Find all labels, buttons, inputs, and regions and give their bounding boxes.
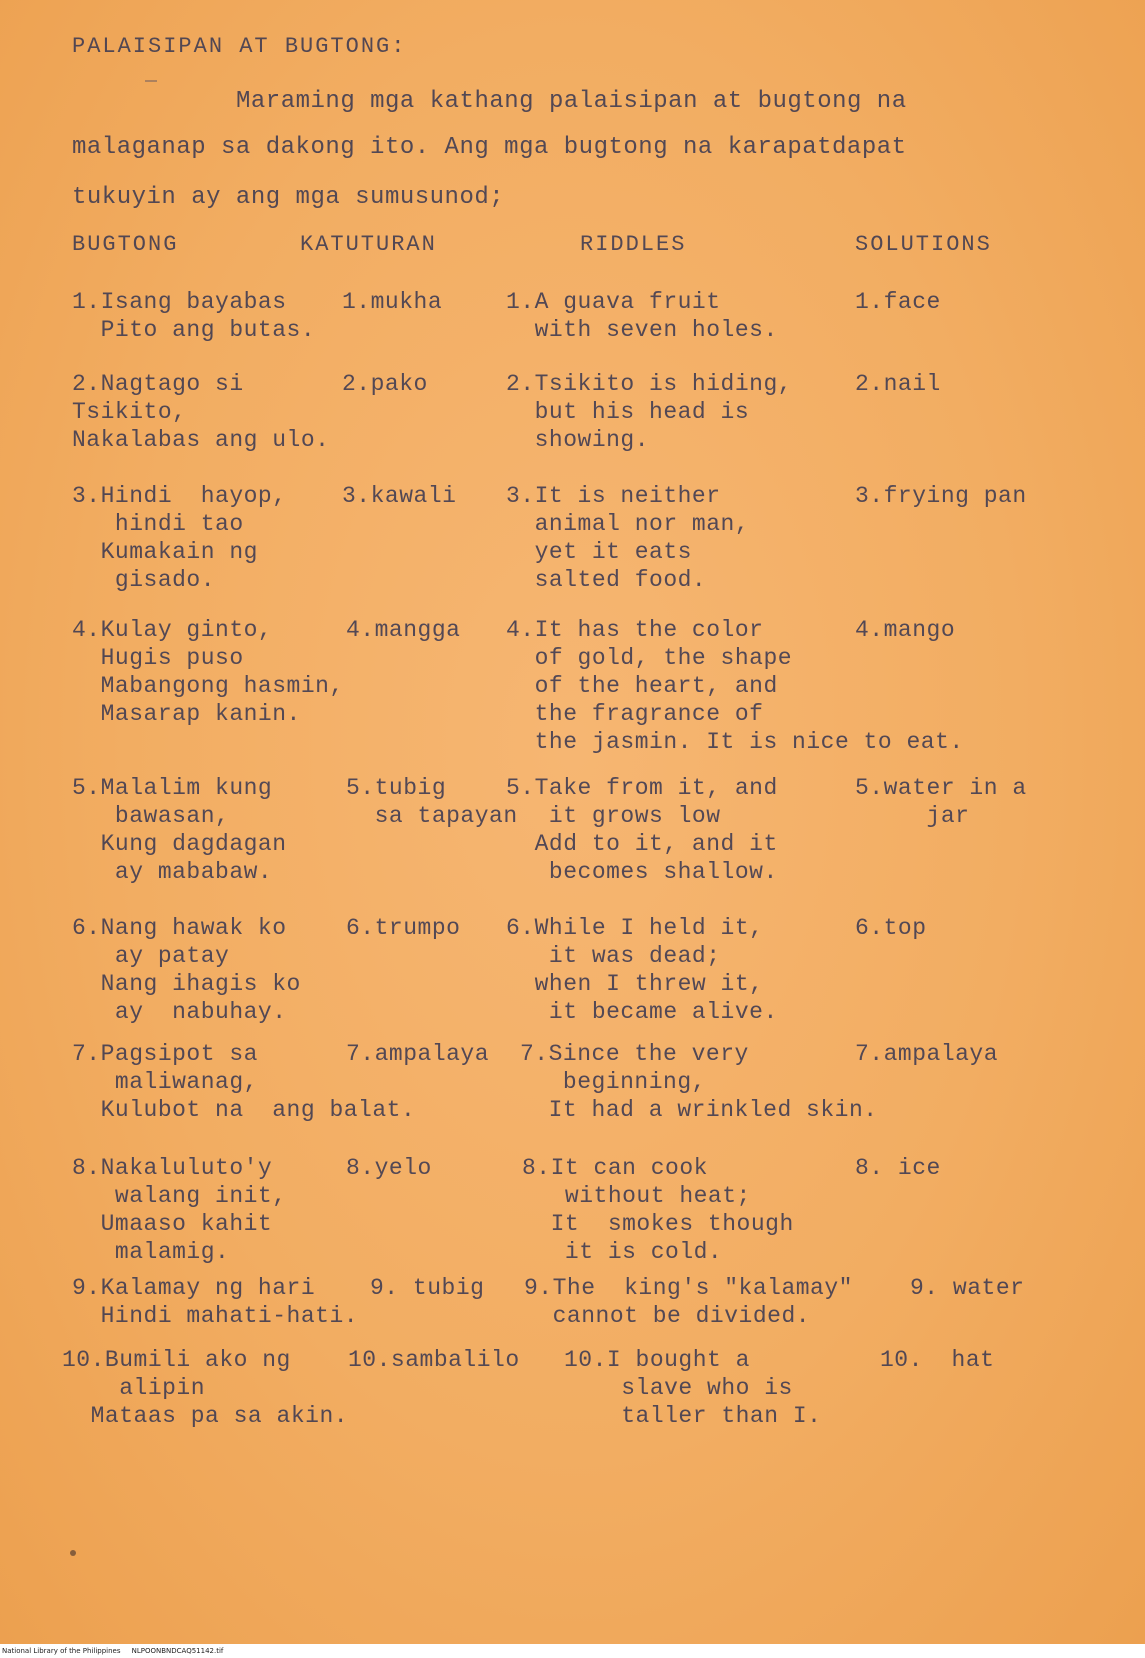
- solution-9: 9. water: [910, 1275, 1025, 1301]
- katuturan-5: 5.tubig sa tapayan: [346, 775, 518, 829]
- ink-speck: [70, 1550, 76, 1556]
- riddle-7: 7.Since the very beginning, It had a wrinkled skin.: [520, 1041, 878, 1123]
- header-riddles: RIDDLES: [580, 232, 687, 257]
- katuturan-2: 2.pako: [342, 371, 428, 397]
- solution-3: 3.frying pan: [855, 483, 1027, 509]
- katuturan-6: 6.trumpo: [346, 915, 461, 941]
- riddle-4: 4.It has the color of gold, the shape of the heart, and the fragrance of the jasmin. It is nice to eat.: [506, 617, 964, 755]
- bugtong-6: 6.Nang hawak ko ay patay Nang ihagis ko ay nabuhay.: [72, 915, 301, 1025]
- bugtong-4: 4.Kulay ginto, Hugis puso Mabangong hasmin, Masarap kanin.: [72, 617, 344, 727]
- intro-line-3: tukuyin ay ang mga sumusunod;: [72, 184, 505, 211]
- solution-5: 5.water in a jar: [855, 775, 1027, 829]
- header-bugtong: BUGTONG: [72, 232, 179, 257]
- solution-8: 8. ice: [855, 1155, 941, 1181]
- bugtong-2: 2.Nagtago si Tsikito, Nakalabas ang ulo.: [72, 371, 330, 453]
- riddle-10: 10.I bought a slave who is taller than I.: [564, 1347, 822, 1429]
- solution-7: 7.ampalaya: [855, 1041, 999, 1067]
- riddle-2: 2.Tsikito is hiding, but his head is showing.: [506, 371, 793, 453]
- katuturan-4: 4.mangga: [346, 617, 461, 643]
- katuturan-3: 3.kawali: [342, 483, 457, 509]
- solution-4: 4.mango: [855, 617, 956, 643]
- bugtong-5: 5.Malalim kung bawasan, Kung dagdagan ay mababaw.: [72, 775, 287, 885]
- katuturan-8: 8.yelo: [346, 1155, 432, 1181]
- riddle-3: 3.It is neither animal nor man, yet it eats salted food.: [506, 483, 750, 593]
- archive-footer: National Library of the Philippines NLPOONBNDCAQ51142.tif: [0, 1644, 1145, 1658]
- solution-1: 1.face: [855, 289, 941, 315]
- bugtong-1: 1.Isang bayabas Pito ang butas.: [72, 289, 316, 343]
- bugtong-3: 3.Hindi hayop, hindi tao Kumakain ng gisado.: [72, 483, 287, 593]
- intro-line-2: malaganap sa dakong ito. Ang mga bugtong na karapatdapat: [72, 134, 907, 161]
- riddle-9: 9.The king's "kalamay" cannot be divided.: [524, 1275, 853, 1329]
- solution-10: 10. hat: [880, 1347, 995, 1373]
- riddle-5: 5.Take from it, and it grows low Add to it, and it becomes shallow.: [506, 775, 778, 885]
- bugtong-8: 8.Nakaluluto'y walang init, Umaaso kahit malamig.: [72, 1155, 287, 1265]
- riddle-8: 8.It can cook without heat; It smokes though it is cold.: [522, 1155, 794, 1265]
- document-title: PALAISIPAN AT BUGTONG:: [72, 34, 407, 59]
- katuturan-9: 9. tubig: [370, 1275, 485, 1301]
- bugtong-9: 9.Kalamay ng hari Hindi mahati-hati.: [72, 1275, 359, 1329]
- header-katuturan: KATUTURAN: [300, 232, 437, 257]
- bugtong-10: 10.Bumili ako ng alipin Mataas pa sa akin.: [62, 1347, 349, 1429]
- katuturan-10: 10.sambalilo: [348, 1347, 520, 1373]
- solution-2: 2.nail: [855, 371, 941, 397]
- katuturan-7: 7.ampalaya: [346, 1041, 490, 1067]
- solution-6: 6.top: [855, 915, 927, 941]
- katuturan-1: 1.mukha: [342, 289, 443, 315]
- ink-mark: [145, 80, 157, 82]
- riddle-1: 1.A guava fruit with seven holes.: [506, 289, 778, 343]
- riddle-6: 6.While I held it, it was dead; when I threw it, it became alive.: [506, 915, 778, 1025]
- intro-line-1: Maraming mga kathang palaisipan at bugtong na: [236, 88, 907, 115]
- bugtong-7: 7.Pagsipot sa maliwanag, Kulubot na ang balat.: [72, 1041, 416, 1123]
- header-solutions: SOLUTIONS: [855, 232, 992, 257]
